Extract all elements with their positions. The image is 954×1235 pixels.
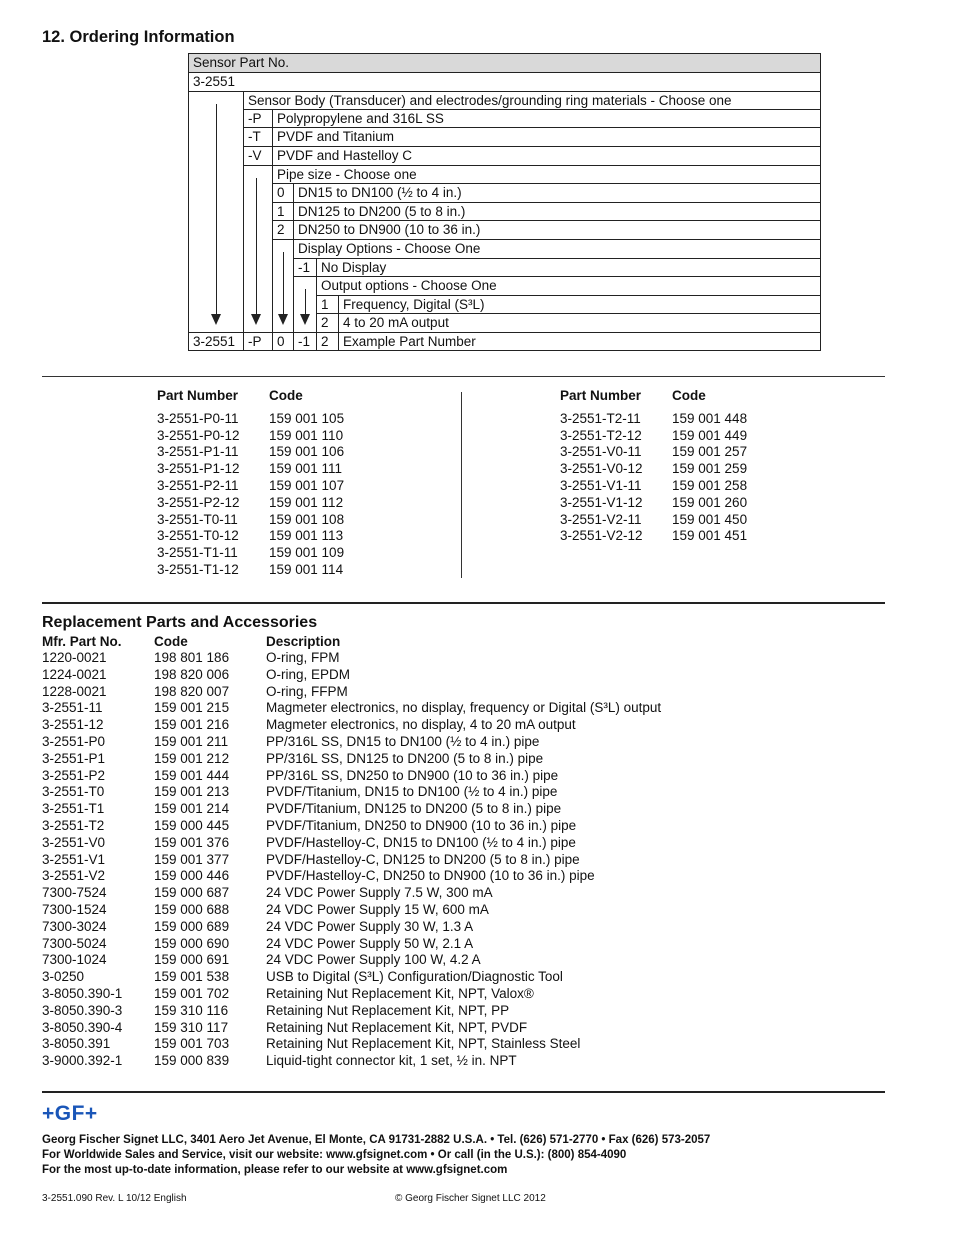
- replacement-description: PVDF/Hastelloy-C, DN250 to DN900 (10 to 36 in.) pipe: [266, 868, 595, 884]
- output-code: 2: [316, 313, 339, 333]
- part-code: 159 001 110: [269, 427, 344, 443]
- part-code: 159 001 111: [269, 461, 343, 477]
- part-code: 159 001 257: [672, 444, 748, 460]
- replacement-code: 159 001 377: [154, 851, 230, 867]
- part-code: 159 001 114: [269, 561, 344, 577]
- mfr-part-number: 3-2551-12: [42, 717, 104, 733]
- part-code: 159 001 107: [269, 477, 345, 493]
- mfr-part-number: 3-9000.392-1: [42, 1053, 123, 1069]
- example-display: -1: [293, 332, 317, 351]
- col-header-code: Code: [672, 388, 706, 403]
- replacement-code: 198 820 006: [154, 666, 230, 682]
- part-code: 159 001 109: [269, 545, 345, 561]
- divider: [42, 602, 885, 604]
- example-pipe: 0: [272, 332, 294, 351]
- replacement-code: 159 001 538: [154, 969, 230, 985]
- arrow-down-icon: [251, 314, 261, 325]
- mfr-part-number: 3-0250: [42, 969, 85, 985]
- display-code: -1: [293, 258, 317, 277]
- replacement-code: 159 001 215: [154, 700, 230, 716]
- part-code: 159 001 449: [672, 427, 748, 443]
- replacement-description: O-ring, FPM: [266, 650, 340, 665]
- section-heading: 12. Ordering Information: [42, 28, 235, 46]
- replacement-description: PP/316L SS, DN125 to DN200 (5 to 8 in.) pipe: [266, 750, 544, 766]
- mfr-part-number: 3-2551-P0: [42, 733, 106, 749]
- output-desc: Frequency, Digital (S³L): [338, 295, 821, 314]
- replacement-code: 159 001 214: [154, 801, 230, 817]
- part-code: 159 001 451: [672, 528, 748, 544]
- mfr-part-number: 1224-0021: [42, 666, 107, 682]
- replacement-code: 159 000 445: [154, 817, 230, 833]
- replacement-description: USB to Digital (S³L) Configuration/Diagnostic Tool: [266, 969, 563, 985]
- body-code: -V: [243, 146, 273, 166]
- replacement-code: 159 310 117: [154, 1019, 229, 1035]
- part-code: 159 001 260: [672, 494, 748, 510]
- output-prompt: Output options - Choose One: [316, 276, 821, 296]
- replacement-description: PVDF/Titanium, DN250 to DN900 (10 to 36 in.) pipe: [266, 817, 577, 833]
- pipe-desc: DN15 to DN100 (½ to 4 in.): [293, 183, 821, 203]
- replacement-code: 159 001 376: [154, 834, 230, 850]
- part-number: 3-2551-T0-11: [157, 511, 238, 527]
- replacement-description: Retaining Nut Replacement Kit, NPT, PVDF: [266, 1019, 528, 1035]
- mfr-part-number: 3-2551-V1: [42, 851, 106, 867]
- part-code: 159 001 448: [672, 410, 748, 426]
- replacement-description: 24 VDC Power Supply 15 W, 600 mA: [266, 901, 489, 917]
- arrow-down-icon: [211, 314, 221, 325]
- replacement-description: O-ring, EPDM: [266, 666, 351, 682]
- sensor-part-number: 3-2551: [188, 72, 821, 92]
- body-material-prompt: Sensor Body (Transducer) and electrodes/grounding ring materials - Choose one: [243, 91, 821, 110]
- pipe-code: 2: [272, 220, 294, 240]
- pipe-size-prompt: Pipe size - Choose one: [272, 165, 821, 184]
- part-number: 3-2551-P1-12: [157, 461, 240, 477]
- code-column: [154, 650, 229, 1070]
- mfr-part-number: 3-2551-T1: [42, 801, 105, 817]
- body-desc: Polypropylene and 316L SS: [272, 109, 821, 128]
- col-header-mfr: Mfr. Part No.: [42, 634, 122, 649]
- mfr-part-number: 3-2551-11: [42, 700, 103, 716]
- mfr-part-number: 7300-1524: [42, 901, 107, 917]
- part-code: 159 001 450: [672, 511, 748, 527]
- replacement-code: 159 000 691: [154, 952, 230, 968]
- mfr-part-number: 3-2551-V2: [42, 868, 106, 884]
- pipe-desc: DN250 to DN900 (10 to 36 in.): [293, 220, 821, 240]
- mfr-part-number: 1228-0021: [42, 683, 107, 699]
- replacement-code: 198 820 007: [154, 683, 230, 699]
- replacement-description: PP/316L SS, DN250 to DN900 (10 to 36 in.) pipe: [266, 767, 559, 783]
- col-header-code: Code: [269, 388, 303, 403]
- part-number: 3-2551-T1-11: [157, 545, 238, 561]
- col-header-code: Code: [154, 634, 188, 649]
- mfr-part-number: 7300-1024: [42, 952, 107, 968]
- part-code: 159 001 112: [269, 494, 344, 510]
- mfr-part-number: 3-8050.390-3: [42, 1002, 123, 1018]
- part-number: 3-2551-V1-11: [560, 477, 642, 493]
- replacement-description: PVDF/Hastelloy-C, DN15 to DN100 (½ to 4 in.) pipe: [266, 834, 576, 850]
- part-number: 3-2551-T2-11: [560, 410, 641, 426]
- replacement-description: PVDF/Hastelloy-C, DN125 to DN200 (5 to 8 in.) pipe: [266, 851, 580, 867]
- divider: [42, 376, 885, 377]
- doc-id: 3-2551.090 Rev. L 10/12 English: [42, 1193, 187, 1204]
- mfr-part-number: 3-8050.390-4: [42, 1019, 123, 1035]
- example-body: -P: [243, 332, 273, 351]
- replacement-code: 159 310 116: [154, 1002, 229, 1018]
- body-code: -T: [243, 127, 273, 147]
- part-number: 3-2551-V0-11: [560, 444, 642, 460]
- footer-sales: For Worldwide Sales and Service, visit our website: www.gfsignet.com • Or call (in the U.S.): (800) 854-4090: [42, 1149, 627, 1161]
- display-desc: No Display: [316, 258, 821, 277]
- mfr-part-number: 1220-0021: [42, 650, 107, 665]
- part-number: 3-2551-V2-12: [560, 528, 643, 544]
- example-label: Example Part Number: [338, 332, 821, 351]
- part-number: 3-2551-T0-12: [157, 528, 239, 544]
- code-column-right: [672, 388, 747, 545]
- replacement-description: PVDF/Titanium, DN15 to DN100 (½ to 4 in.) pipe: [266, 784, 558, 800]
- footer-address: Georg Fischer Signet LLC, 3401 Aero Jet Avenue, El Monte, CA 91731-2882 U.S.A. • Tel. (626) 571-2770 • Fax (626) 573-2057: [42, 1134, 711, 1146]
- pipe-code: 1: [272, 202, 294, 221]
- part-code: 159 001 258: [672, 477, 748, 493]
- part-number: 3-2551-T2-12: [560, 427, 642, 443]
- replacement-description: Retaining Nut Replacement Kit, NPT, Stainless Steel: [266, 1036, 581, 1052]
- part-number: 3-2551-P2-12: [157, 494, 240, 510]
- part-code: 159 001 113: [269, 528, 344, 544]
- part-number-column-right: [560, 388, 643, 545]
- part-number: 3-2551-T1-12: [157, 561, 239, 577]
- mfr-part-number: 3-8050.390-1: [42, 985, 123, 1001]
- mfr-part-number: 3-2551-P2: [42, 767, 106, 783]
- replacement-description: Magmeter electronics, no display, frequency or Digital (S³L) output: [266, 700, 662, 716]
- part-number: 3-2551-P0-12: [157, 427, 240, 443]
- replacement-description: 24 VDC Power Supply 7.5 W, 300 mA: [266, 885, 493, 901]
- replacement-code: 159 001 444: [154, 767, 230, 783]
- gf-logo: +GF+: [42, 1102, 98, 1125]
- replacement-description: PVDF/Titanium, DN125 to DN200 (5 to 8 in.) pipe: [266, 801, 562, 817]
- part-number: 3-2551-V0-12: [560, 461, 643, 477]
- mfr-part-number: 3-2551-T0: [42, 784, 105, 800]
- column-divider: [461, 392, 462, 578]
- replacement-description: PP/316L SS, DN15 to DN100 (½ to 4 in.) pipe: [266, 733, 540, 749]
- part-number-column-left: [157, 388, 240, 579]
- mfr-part-number: 3-2551-P1: [42, 750, 106, 766]
- footer-website: For the most up-to-date information, please refer to our website at www.gfsignet.com: [42, 1164, 508, 1176]
- example-output: 2: [316, 332, 339, 351]
- divider: [42, 1091, 885, 1093]
- replacement-code: 159 001 211: [154, 733, 229, 749]
- col-header-description: Description: [266, 634, 341, 649]
- replacement-code: 159 000 690: [154, 935, 230, 951]
- part-code: 159 001 106: [269, 444, 345, 460]
- replacement-code: 198 801 186: [154, 650, 230, 665]
- part-number: 3-2551-V2-11: [560, 511, 642, 527]
- mfr-part-number: 3-2551-V0: [42, 834, 106, 850]
- replacement-code: 159 001 702: [154, 985, 230, 1001]
- part-number: 3-2551-P2-11: [157, 477, 239, 493]
- mfr-part-number: 7300-5024: [42, 935, 107, 951]
- example-part: 3-2551: [188, 332, 244, 351]
- part-number: 3-2551-P0-11: [157, 410, 239, 426]
- table-header-sensor-part: Sensor Part No.: [188, 53, 821, 73]
- part-number: 3-2551-P1-11: [157, 444, 239, 460]
- col-header-part: Part Number: [560, 388, 642, 403]
- arrow-down-icon: [278, 314, 288, 325]
- mfr-part-number: 3-8050.391: [42, 1036, 111, 1052]
- pipe-code: 0: [272, 183, 294, 203]
- pipe-desc: DN125 to DN200 (5 to 8 in.): [293, 202, 821, 221]
- description-column: [266, 650, 661, 1070]
- mfr-column: [42, 650, 122, 1070]
- replacement-description: Retaining Nut Replacement Kit, NPT, Valox®: [266, 985, 534, 1001]
- replacement-description: 24 VDC Power Supply 50 W, 2.1 A: [266, 935, 474, 951]
- part-code: 159 001 105: [269, 410, 345, 426]
- part-number: 3-2551-V1-12: [560, 494, 643, 510]
- part-code: 159 001 108: [269, 511, 345, 527]
- mfr-part-number: 7300-3024: [42, 918, 107, 934]
- replacement-description: O-ring, FFPM: [266, 683, 348, 699]
- replacement-code: 159 000 688: [154, 901, 230, 917]
- part-code: 159 001 259: [672, 461, 748, 477]
- replacement-description: 24 VDC Power Supply 100 W, 4.2 A: [266, 952, 481, 968]
- mfr-part-number: 7300-7524: [42, 885, 107, 901]
- replacement-code: 159 001 703: [154, 1036, 230, 1052]
- replacement-code: 159 000 689: [154, 918, 230, 934]
- display-prompt: Display Options - Choose One: [293, 239, 821, 259]
- replacement-description: 24 VDC Power Supply 30 W, 1.3 A: [266, 918, 474, 934]
- body-code: -P: [243, 109, 273, 128]
- mfr-part-number: 3-2551-T2: [42, 817, 105, 833]
- col-header-part: Part Number: [157, 388, 239, 403]
- replacement-code: 159 001 216: [154, 717, 230, 733]
- output-desc: 4 to 20 mA output: [338, 313, 821, 333]
- replacement-code: 159 001 213: [154, 784, 230, 800]
- replacement-code: 159 000 839: [154, 1053, 230, 1069]
- replacement-description: Retaining Nut Replacement Kit, NPT, PP: [266, 1002, 510, 1018]
- code-column-left: [269, 388, 344, 579]
- copyright: © Georg Fischer Signet LLC 2012: [395, 1193, 546, 1204]
- arrow-down-icon: [300, 314, 310, 325]
- replacement-title: Replacement Parts and Accessories: [42, 614, 318, 631]
- body-desc: PVDF and Titanium: [272, 127, 821, 147]
- replacement-description: Magmeter electronics, no display, 4 to 20 mA output: [266, 717, 576, 733]
- replacement-code: 159 000 687: [154, 885, 230, 901]
- replacement-code: 159 001 212: [154, 750, 230, 766]
- replacement-code: 159 000 446: [154, 868, 230, 884]
- body-desc: PVDF and Hastelloy C: [272, 146, 821, 166]
- output-code: 1: [316, 295, 339, 314]
- replacement-description: Liquid-tight connector kit, 1 set, ½ in. NPT: [266, 1053, 517, 1069]
